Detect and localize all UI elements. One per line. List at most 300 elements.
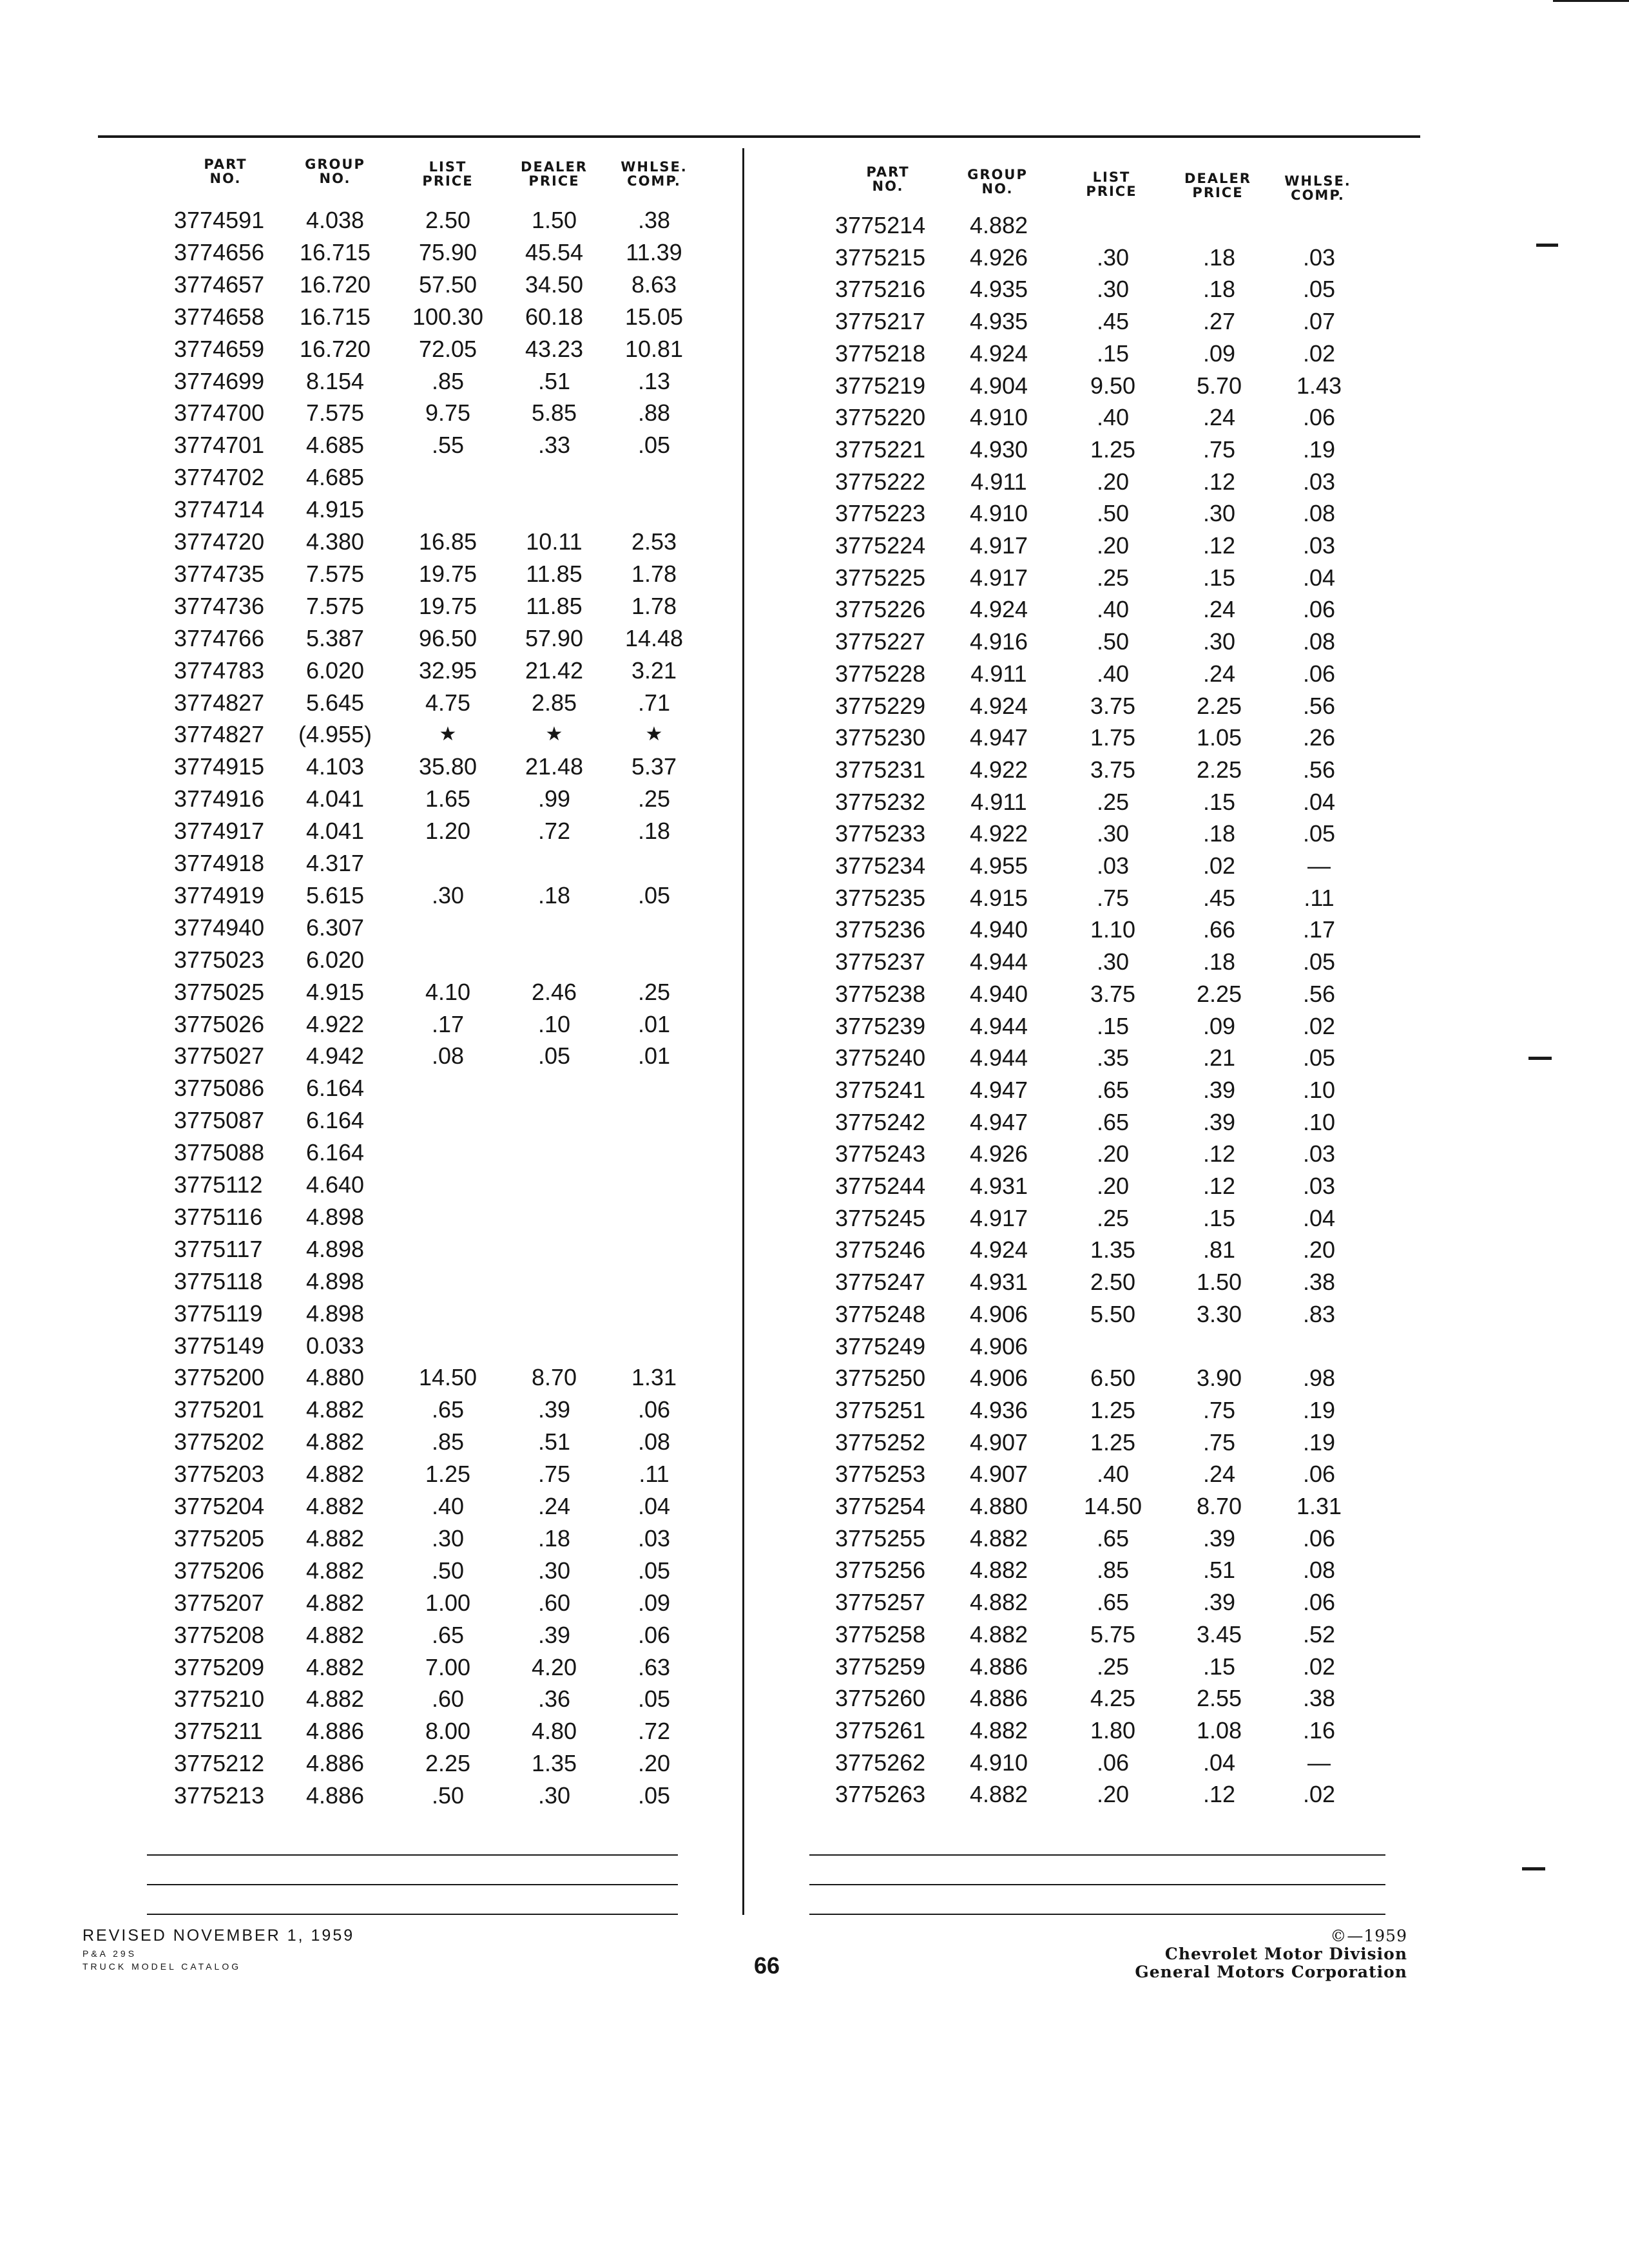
- table-row: [0, 882, 1629, 918]
- table-row: [0, 373, 1629, 405]
- part-no-cell: 3775263: [835, 1781, 926, 1807]
- list-price-cell: 32.95: [418, 657, 477, 684]
- part-no-cell: 3775119: [174, 1300, 263, 1327]
- dealer-price-cell: .30: [1202, 628, 1236, 655]
- part-no-cell: 3775216: [835, 276, 926, 302]
- list-price-cell: .15: [1096, 1013, 1130, 1039]
- whlse-comp-cell: .10: [1302, 1077, 1336, 1103]
- part-no-cell: 3775230: [835, 724, 926, 751]
- list-price-cell: 1.10: [1090, 916, 1136, 943]
- part-no-cell: 3775244: [835, 1173, 926, 1199]
- list-price-cell: 2.50: [425, 207, 471, 233]
- group-no-cell: 4.882: [305, 1686, 365, 1712]
- group-no-cell: 4.041: [305, 785, 365, 812]
- whlse-comp-cell: 11.39: [626, 239, 682, 265]
- whlse-comp-cell: .05: [1302, 276, 1336, 302]
- header-dealer-price: DEALER PRICE: [1184, 171, 1251, 200]
- part-no-cell: 3775247: [835, 1269, 926, 1295]
- part-no-cell: 3774735: [174, 561, 265, 587]
- dealer-price-cell: .05: [537, 1043, 571, 1069]
- group-no-cell: 4.880: [969, 1493, 1028, 1519]
- group-no-cell: 16.715: [299, 303, 371, 330]
- list-price-cell: .45: [1096, 308, 1130, 334]
- dealer-price-cell: 34.50: [525, 271, 584, 298]
- whlse-comp-cell: .17: [1302, 916, 1336, 943]
- table-row: [0, 1526, 1629, 1558]
- whlse-comp-cell: .01: [637, 1011, 671, 1037]
- whlse-comp-cell: —: [1307, 1749, 1331, 1776]
- part-no-cell: 3775221: [835, 436, 926, 463]
- part-no-cell: 3775225: [835, 564, 926, 591]
- group-no-cell: 4.915: [305, 496, 365, 523]
- dealer-price-cell: 2.46: [531, 979, 577, 1005]
- footer-rule: [809, 1884, 1385, 1885]
- part-no-cell: 3775026: [174, 1011, 265, 1037]
- dealer-price-cell: 60.18: [525, 303, 584, 330]
- catalog-code: P&A 29S: [82, 1948, 137, 1959]
- part-no-cell: 3775237: [835, 948, 926, 975]
- whlse-comp-cell: —: [1307, 852, 1331, 879]
- group-no-cell: 4.942: [305, 1043, 365, 1069]
- whlse-comp-cell: .08: [1302, 1557, 1336, 1583]
- dealer-price-cell: .15: [1202, 564, 1236, 591]
- dealer-price-cell: .51: [537, 1428, 571, 1455]
- whlse-comp-cell: .01: [637, 1043, 671, 1069]
- part-no-cell: 3775243: [835, 1140, 926, 1167]
- part-no-cell: 3775211: [174, 1718, 263, 1744]
- whlse-comp-cell: .52: [1302, 1621, 1336, 1648]
- whlse-comp-cell: 15.05: [624, 303, 684, 330]
- footer-rule: [147, 1854, 678, 1856]
- whlse-comp-cell: .04: [1302, 1205, 1336, 1231]
- table-row: [0, 1141, 1629, 1173]
- part-no-cell: 3775233: [835, 820, 926, 847]
- part-no-cell: 3774917: [174, 818, 265, 844]
- header-list-price: LIST PRICE: [1086, 169, 1137, 199]
- whlse-comp-cell: .04: [637, 1493, 671, 1519]
- list-price-cell: 2.25: [425, 1750, 471, 1776]
- part-no-cell: 3775238: [835, 981, 926, 1007]
- group-no-cell: 16.720: [299, 336, 371, 362]
- dealer-price-cell: .15: [1202, 1653, 1236, 1680]
- part-no-cell: 3775250: [835, 1365, 926, 1391]
- part-no-cell: 3774918: [174, 850, 265, 876]
- group-no-cell: 4.882: [305, 1396, 365, 1423]
- part-no-cell: 3775219: [835, 372, 926, 399]
- dealer-price-cell: .24: [1202, 1461, 1236, 1487]
- dealer-price-cell: 1.50: [531, 207, 577, 233]
- page-number: 66: [753, 1952, 780, 1979]
- dealer-price-cell: .15: [1202, 789, 1236, 815]
- group-no-cell: 7.575: [305, 593, 365, 619]
- list-price-cell: 4.75: [425, 689, 471, 716]
- list-price-cell: 1.25: [1090, 1429, 1136, 1456]
- table-row: [0, 1718, 1629, 1750]
- group-no-cell: 4.882: [305, 1461, 365, 1487]
- whlse-comp-cell: 1.43: [1296, 372, 1342, 399]
- dealer-price-cell: 4.20: [531, 1654, 577, 1680]
- group-no-cell: 5.387: [305, 625, 365, 651]
- part-no-cell: 3775027: [174, 1043, 265, 1069]
- dealer-price-cell: .39: [1202, 1109, 1236, 1135]
- list-price-cell: .20: [1096, 1173, 1130, 1199]
- group-no-cell: 4.924: [969, 693, 1028, 719]
- dealer-price-cell: .30: [537, 1782, 571, 1809]
- group-no-cell: 4.882: [969, 1557, 1028, 1583]
- list-price-cell: .65: [1096, 1109, 1130, 1135]
- list-price-cell: 1.35: [1090, 1236, 1136, 1263]
- table-row: [0, 597, 1629, 629]
- group-no-cell: 4.685: [305, 464, 365, 490]
- part-no-cell: 3774657: [174, 271, 265, 298]
- list-price-cell: .25: [1096, 1205, 1130, 1231]
- list-price-cell: .30: [431, 882, 465, 908]
- dealer-price-cell: .18: [537, 1525, 571, 1552]
- part-no-cell: 3775259: [835, 1653, 926, 1680]
- list-price-cell: 75.90: [418, 239, 477, 265]
- group-no-cell: 4.882: [305, 1428, 365, 1455]
- group-no-cell: 4.882: [969, 1621, 1028, 1648]
- part-no-cell: 3774701: [174, 432, 265, 458]
- dealer-price-cell: .12: [1202, 1140, 1236, 1167]
- group-no-cell: 4.940: [969, 981, 1028, 1007]
- group-no-cell: 4.882: [305, 1622, 365, 1648]
- dealer-price-cell: .18: [1202, 244, 1236, 271]
- dealer-price-cell: 3.90: [1196, 1365, 1242, 1391]
- group-no-cell: 4.886: [969, 1653, 1028, 1680]
- whlse-comp-cell: .06: [637, 1622, 671, 1648]
- group-no-cell: 5.615: [305, 882, 365, 908]
- header-list-price: LIST PRICE: [422, 159, 474, 189]
- dealer-price-cell: .39: [1202, 1525, 1236, 1552]
- whlse-comp-cell: .11: [639, 1461, 670, 1487]
- part-no-cell: 3775215: [835, 244, 926, 271]
- group-no-cell: 4.882: [305, 1493, 365, 1519]
- whlse-comp-cell: .25: [637, 785, 671, 812]
- whlse-comp-cell: .56: [1302, 981, 1336, 1007]
- part-no-cell: 3775258: [835, 1621, 926, 1648]
- table-row: [0, 533, 1629, 565]
- part-no-cell: 3775229: [835, 693, 926, 719]
- dealer-price-cell: .12: [1202, 532, 1236, 559]
- group-no-cell: 4.917: [969, 564, 1028, 591]
- part-no-cell: 3774827: [174, 689, 265, 716]
- part-no-cell: 3775214: [835, 212, 926, 238]
- part-no-cell: 3774827: [174, 721, 265, 747]
- list-price-cell: 19.75: [418, 593, 477, 619]
- part-no-cell: 3774919: [174, 882, 265, 908]
- whlse-comp-cell: .03: [1302, 468, 1336, 495]
- part-no-cell: 3775257: [835, 1589, 926, 1615]
- dealer-price-cell: 10.11: [526, 528, 583, 555]
- part-no-cell: 3774720: [174, 528, 265, 555]
- table-row: [0, 1269, 1629, 1302]
- group-no-cell: 4.906: [969, 1333, 1028, 1360]
- list-price-cell: .65: [1096, 1077, 1130, 1103]
- part-no-cell: 3775201: [174, 1396, 265, 1423]
- group-no-cell: 6.164: [305, 1139, 365, 1166]
- part-no-cell: 3775209: [174, 1654, 265, 1680]
- table-row: [0, 1686, 1629, 1718]
- group-no-cell: 4.944: [969, 948, 1028, 975]
- table-row: [0, 1077, 1629, 1110]
- part-no-cell: 3775023: [174, 947, 265, 973]
- header-part-no: PART NO.: [866, 164, 910, 194]
- list-price-cell: .40: [1096, 1461, 1130, 1487]
- part-no-cell: 3775261: [835, 1717, 926, 1744]
- header-whlse-comp: WHLSE. COMP.: [1284, 173, 1351, 203]
- dealer-price-cell: .18: [1202, 948, 1236, 975]
- dealer-price-cell: 2.55: [1196, 1685, 1242, 1711]
- dealer-price-cell: 1.35: [531, 1750, 577, 1776]
- dealer-price-cell: .24: [537, 1493, 571, 1519]
- margin-mark: [1522, 1867, 1545, 1870]
- list-price-cell: 2.50: [1090, 1269, 1136, 1295]
- group-no-cell: 4.947: [969, 724, 1028, 751]
- dealer-price-cell: 2.25: [1196, 981, 1242, 1007]
- dealer-price-cell: 11.85: [526, 593, 583, 619]
- header-group-no: GROUP NO.: [305, 157, 365, 186]
- list-price-cell: .30: [1096, 244, 1130, 271]
- whlse-comp-cell: .08: [637, 1428, 671, 1455]
- list-price-cell: .40: [431, 1493, 465, 1519]
- group-no-cell: 4.886: [305, 1718, 365, 1744]
- whlse-comp-cell: .02: [1302, 1013, 1336, 1039]
- table-row: [0, 309, 1629, 341]
- part-no-cell: 3774940: [174, 914, 265, 941]
- group-no-cell: 4.917: [969, 532, 1028, 559]
- group-no-cell: 6.020: [305, 657, 365, 684]
- dealer-price-cell: 45.54: [525, 239, 584, 265]
- list-price-cell: 9.50: [1090, 372, 1136, 399]
- group-no-cell: 4.898: [305, 1300, 365, 1327]
- whlse-comp-cell: .05: [1302, 1044, 1336, 1071]
- list-price-cell: .15: [1096, 340, 1130, 367]
- header-group-no: GROUP NO.: [967, 167, 1028, 197]
- dealer-price-cell: .75: [1202, 436, 1236, 463]
- list-price-cell: .85: [431, 1428, 465, 1455]
- whlse-comp-cell: .03: [1302, 1173, 1336, 1199]
- group-no-cell: 6.307: [305, 914, 365, 941]
- list-price-cell: 9.75: [425, 399, 471, 426]
- list-price-cell: .50: [1096, 628, 1130, 655]
- table-row: [0, 1206, 1629, 1238]
- part-no-cell: 3775223: [835, 500, 926, 526]
- part-no-cell: 3774659: [174, 336, 265, 362]
- group-no-cell: 5.645: [305, 689, 365, 716]
- table-row: [0, 1461, 1629, 1494]
- dealer-price-cell: .66: [1202, 916, 1236, 943]
- list-price-cell: .65: [1096, 1589, 1130, 1615]
- group-no-cell: 4.882: [305, 1525, 365, 1552]
- dealer-price-cell: .18: [1202, 276, 1236, 302]
- part-no-cell: 3775239: [835, 1013, 926, 1039]
- dealer-price-cell: .39: [1202, 1077, 1236, 1103]
- table-row: [0, 1398, 1629, 1430]
- group-no-cell: 4.922: [305, 1011, 365, 1037]
- part-no-cell: 3775200: [174, 1364, 265, 1390]
- table-row: [0, 1237, 1629, 1269]
- dealer-price-cell: .39: [1202, 1589, 1236, 1615]
- table-row: [0, 1430, 1629, 1462]
- group-no-cell: 8.154: [305, 368, 365, 394]
- group-no-cell: 4.904: [969, 372, 1028, 399]
- list-price-cell: .65: [431, 1396, 465, 1423]
- list-price-cell: .20: [1096, 1140, 1130, 1167]
- group-no-cell: 4.906: [969, 1365, 1028, 1391]
- group-no-cell: 16.720: [299, 271, 371, 298]
- whlse-comp-cell: .05: [1302, 820, 1336, 847]
- whlse-comp-cell: .38: [637, 207, 671, 233]
- whlse-comp-cell: .20: [637, 1750, 671, 1776]
- dealer-price-cell: 3.30: [1196, 1301, 1242, 1327]
- whlse-comp-cell: .02: [1302, 340, 1336, 367]
- part-no-cell: 3774766: [174, 625, 265, 651]
- dealer-price-cell: .30: [537, 1557, 571, 1584]
- whlse-comp-cell: .10: [1302, 1109, 1336, 1135]
- group-no-cell: 4.882: [969, 1589, 1028, 1615]
- division-name: Chevrolet Motor Division: [1164, 1945, 1407, 1963]
- dealer-price-cell: .39: [537, 1396, 571, 1423]
- whlse-comp-cell: 14.48: [624, 625, 684, 651]
- dealer-price-cell: 5.70: [1196, 372, 1242, 399]
- group-no-cell: 4.910: [969, 500, 1028, 526]
- group-no-cell: 4.922: [969, 756, 1028, 783]
- group-no-cell: 4.930: [969, 436, 1028, 463]
- dealer-price-cell: .24: [1202, 596, 1236, 622]
- whlse-comp-cell: .05: [637, 1686, 671, 1712]
- group-no-cell: 4.947: [969, 1077, 1028, 1103]
- table-row: [0, 661, 1629, 693]
- dealer-price-cell: .75: [1202, 1397, 1236, 1423]
- part-no-cell: 3774915: [174, 753, 265, 780]
- dealer-price-cell: .10: [537, 1011, 571, 1037]
- part-no-cell: 3775227: [835, 628, 926, 655]
- dealer-price-cell: 1.08: [1196, 1717, 1242, 1744]
- whlse-comp-cell: .13: [637, 368, 671, 394]
- top-rule: [98, 135, 1420, 138]
- margin-mark: [1536, 244, 1558, 247]
- whlse-comp-cell: .26: [1302, 724, 1336, 751]
- group-no-cell: 4.917: [969, 1205, 1028, 1231]
- whlse-comp-cell: .03: [1302, 1140, 1336, 1167]
- part-no-cell: 3774658: [174, 303, 265, 330]
- part-no-cell: 3774591: [174, 207, 265, 233]
- dealer-price-cell: 57.90: [525, 625, 584, 651]
- group-no-cell: 4.882: [305, 1557, 365, 1584]
- table-row: [0, 213, 1629, 245]
- whlse-comp-cell: .02: [1302, 1653, 1336, 1680]
- group-no-cell: 4.931: [969, 1173, 1028, 1199]
- list-price-cell: 35.80: [418, 753, 477, 780]
- whlse-comp-cell: .72: [637, 1718, 671, 1744]
- whlse-comp-cell: .05: [637, 432, 671, 458]
- list-price-cell: .75: [1096, 885, 1130, 911]
- table-row: [0, 949, 1629, 981]
- part-no-cell: 3774916: [174, 785, 265, 812]
- dealer-price-cell: 8.70: [1196, 1493, 1242, 1519]
- group-no-cell: 4.936: [969, 1397, 1028, 1423]
- table-row: [0, 1107, 1629, 1142]
- list-price-cell: 4.25: [1090, 1685, 1136, 1711]
- table-row: [0, 914, 1629, 949]
- table-row: [0, 629, 1629, 661]
- list-price-cell: .50: [1096, 500, 1130, 526]
- whlse-comp-cell: .06: [1302, 1461, 1336, 1487]
- table-row: [0, 1622, 1629, 1654]
- list-price-cell: 1.25: [425, 1461, 471, 1487]
- group-no-cell: 4.922: [969, 820, 1028, 847]
- group-no-cell: 7.575: [305, 561, 365, 587]
- list-price-cell: 3.75: [1090, 756, 1136, 783]
- list-price-cell: 1.25: [1090, 436, 1136, 463]
- list-price-cell: .08: [431, 1043, 465, 1069]
- group-no-cell: 4.947: [969, 1109, 1028, 1135]
- part-no-cell: 3775231: [835, 756, 926, 783]
- whlse-comp-cell: .08: [1302, 628, 1336, 655]
- footer-rule: [147, 1914, 678, 1915]
- whlse-comp-cell: 5.37: [631, 753, 677, 780]
- table-row: [0, 821, 1629, 853]
- part-no-cell: 3775240: [835, 1044, 926, 1071]
- whlse-comp-cell: ★: [645, 724, 663, 745]
- group-no-cell: 4.931: [969, 1269, 1028, 1295]
- table-row: [0, 341, 1629, 373]
- part-no-cell: 3775087: [174, 1107, 265, 1133]
- part-no-cell: 3775218: [835, 340, 926, 367]
- dealer-price-cell: .18: [1202, 820, 1236, 847]
- list-price-cell: .20: [1096, 1781, 1130, 1807]
- group-no-cell: 7.575: [305, 399, 365, 426]
- group-no-cell: 4.907: [969, 1461, 1028, 1487]
- list-price-cell: .03: [1096, 852, 1130, 879]
- part-no-cell: 3774699: [174, 368, 265, 394]
- dealer-price-cell: .27: [1202, 308, 1236, 334]
- list-price-cell: .25: [1096, 789, 1130, 815]
- dealer-price-cell: .51: [537, 368, 571, 394]
- part-no-cell: 3775260: [835, 1685, 926, 1711]
- whlse-comp-cell: .06: [1302, 596, 1336, 622]
- group-no-cell: 4.898: [305, 1236, 365, 1262]
- group-no-cell: 4.911: [970, 660, 1027, 687]
- corporation-name: General Motors Corporation: [1135, 1963, 1407, 1981]
- dealer-price-cell: .39: [537, 1622, 571, 1648]
- dealer-price-cell: .15: [1202, 1205, 1236, 1231]
- whlse-comp-cell: .38: [1302, 1269, 1336, 1295]
- header-whlse-comp: WHLSE. COMP.: [621, 159, 688, 189]
- margin-mark: [1528, 1057, 1552, 1060]
- group-no-cell: 16.715: [299, 239, 371, 265]
- part-no-cell: 3775149: [174, 1332, 265, 1359]
- group-no-cell: 4.880: [305, 1364, 365, 1390]
- whlse-comp-cell: .09: [637, 1590, 671, 1616]
- table-row: [0, 693, 1629, 726]
- dealer-price-cell: .24: [1202, 404, 1236, 430]
- part-no-cell: 3775241: [835, 1077, 926, 1103]
- dealer-price-cell: .75: [537, 1461, 571, 1487]
- list-price-cell: 5.75: [1090, 1621, 1136, 1648]
- part-no-cell: 3775086: [174, 1075, 265, 1101]
- group-no-cell: 4.911: [970, 468, 1027, 495]
- list-price-cell: .85: [1096, 1557, 1130, 1583]
- group-no-cell: 4.882: [305, 1654, 365, 1680]
- dealer-price-cell: 4.80: [531, 1718, 577, 1744]
- whlse-comp-cell: .03: [637, 1525, 671, 1552]
- dealer-price-cell: 2.25: [1196, 756, 1242, 783]
- part-no-cell: 3775255: [835, 1525, 926, 1552]
- table-row: [0, 757, 1629, 789]
- table-row: [0, 469, 1629, 501]
